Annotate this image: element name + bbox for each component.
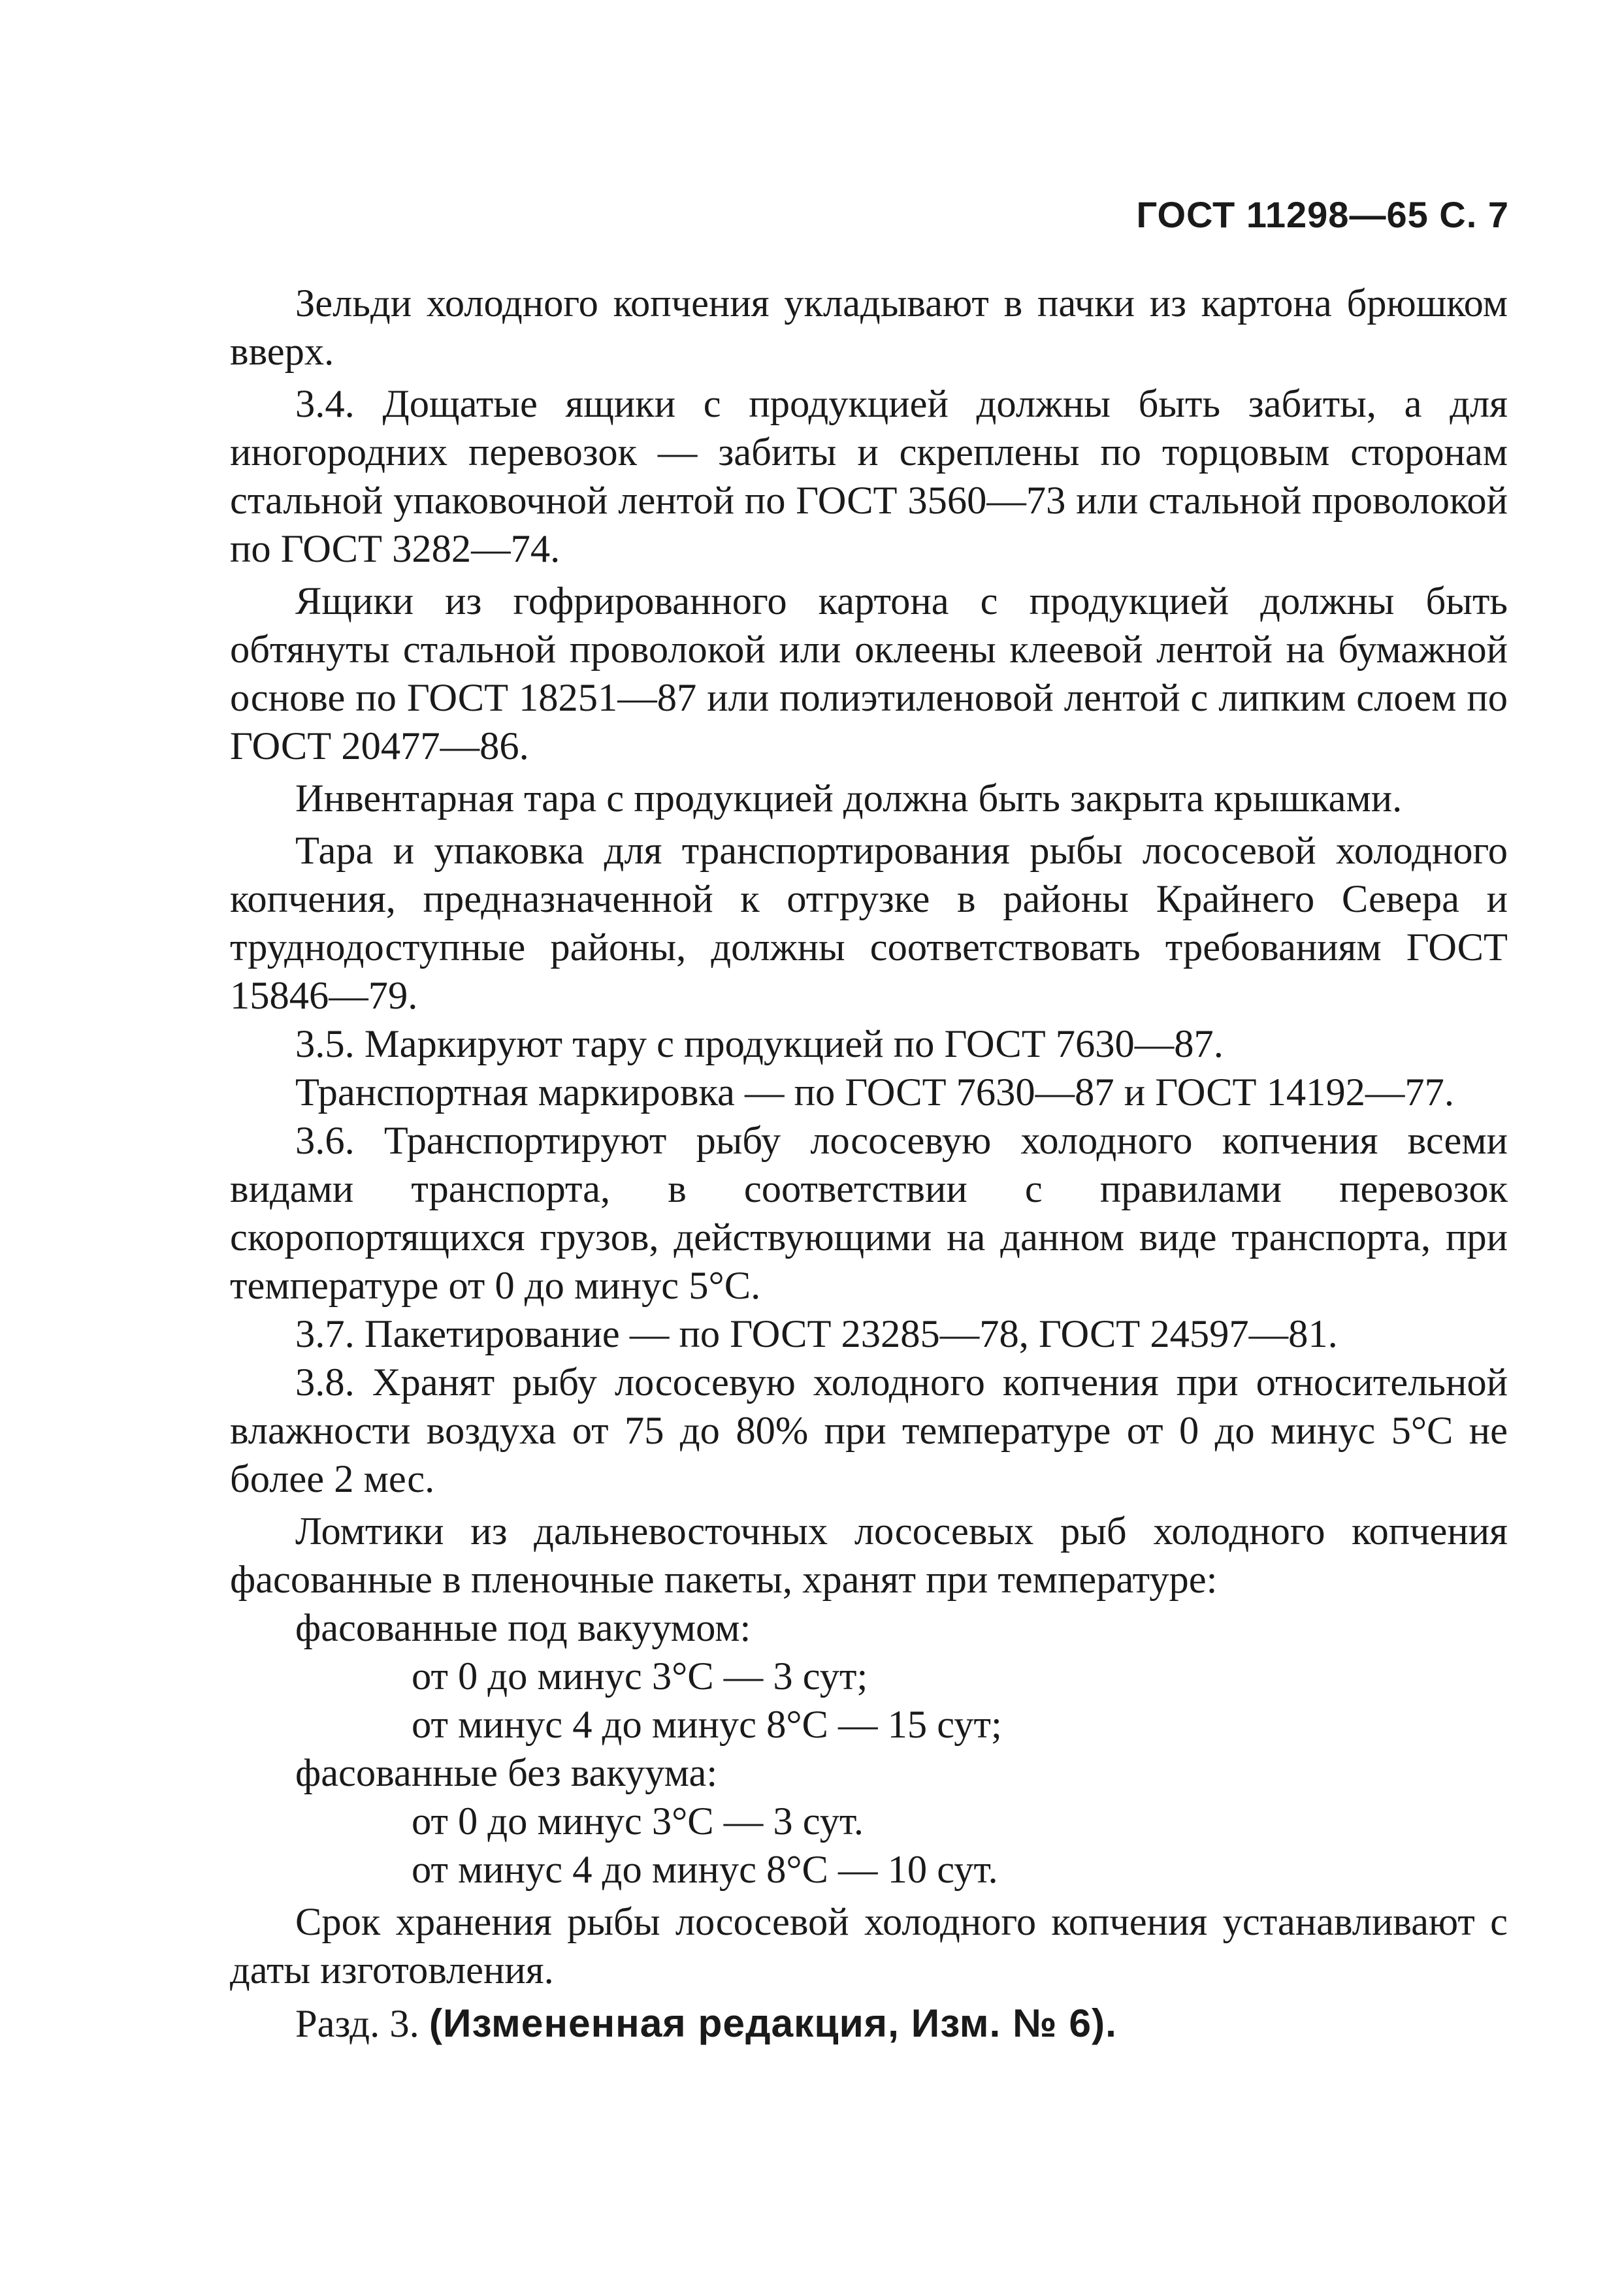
paragraph-far-north-packaging: Тара и упаковка для транспортирования рыбы лососевой холодного копчения, предназначенной к отгрузке в районы Крайнего Севера и труднодоступные районы, должны соответствовать требованиям ГОСТ 15846—79.	[230, 829, 1508, 1018]
vacuum-label: фасованные под вакуумом:	[295, 1606, 751, 1650]
paragraph-zeldi: Зельди холодного копчения укладывают в пачки из картона брюшком вверх.	[230, 282, 1508, 374]
amendment-note	[230, 1999, 1508, 2048]
paragraph-3-4: 3.4. Дощатые ящики с продукцией должны быть забиты, а для иногородних перевозок — забиты и скреплены по торцовым сторонам стальной упаковочной лентой по ГОСТ 3560—73 или стальной проволокой по ГОСТ 3282—74.	[230, 382, 1508, 571]
amendment-note-prefix: Разд. 3.	[295, 2002, 419, 2046]
paragraph-3-5: 3.5. Маркируют тару с продукцией по ГОСТ 7630—87.	[295, 1022, 1224, 1066]
page-header: ГОСТ 11298—65 С. 7	[1136, 194, 1509, 235]
paragraph-transport-marking: Транспортная маркировка — по ГОСТ 7630—87 и ГОСТ 14192—77.	[295, 1071, 1454, 1114]
novacuum-label: фасованные без вакуума:	[295, 1751, 718, 1795]
paragraph-corrugated-boxes: Ящики из гофрированного картона с продукцией должны быть обтянуты стальной проволокой или оклеены клеевой лентой на бумажной основе по ГОСТ 18251—87 или полиэтиленовой лентой с липким слоем по ГОСТ 20477—86.	[230, 579, 1508, 768]
paragraph-slices-storage: Ломтики из дальневосточных лососевых рыб холодного копчения фасованные в пленочные пакеты, хранят при температуре:	[230, 1510, 1508, 1602]
vacuum-condition-2: от минус 4 до минус 8°С — 15 сут;	[412, 1703, 1002, 1747]
paragraph-3-8: 3.8. Хранят рыбу лососевую холодного копчения при относительной влажности воздуха от 75 до 80% при температуре от 0 до минус 5°С не более 2 мес.	[230, 1361, 1508, 1501]
amendment-note-bold: (Измененная редакция, Изм. № 6).	[429, 2001, 1117, 2045]
vacuum-condition-1: от 0 до минус 3°С — 3 сут;	[412, 1655, 868, 1698]
paragraph-inventory-container: Инвентарная тара с продукцией должна быть закрыта крышками.	[295, 777, 1403, 820]
paragraph-3-7: 3.7. Пакетирование — по ГОСТ 23285—78, ГОСТ 24597—81.	[295, 1312, 1338, 1356]
novacuum-condition-1: от 0 до минус 3°С — 3 сут.	[412, 1800, 864, 1843]
novacuum-condition-2: от минус 4 до минус 8°С — 10 сут.	[412, 1848, 998, 1892]
paragraph-3-6: 3.6. Транспортируют рыбу лососевую холодного копчения всеми видами транспорта, в соответствии с правилами перевозок скоропортящихся грузов, действующими на данном виде транспорта, при температуре от 0 до минус 5°С.	[230, 1119, 1508, 1308]
document-body	[230, 280, 1508, 2048]
paragraph-shelf-life: Срок хранения рыбы лососевой холодного копчения устанавливают с даты изготовления.	[230, 1900, 1508, 1992]
